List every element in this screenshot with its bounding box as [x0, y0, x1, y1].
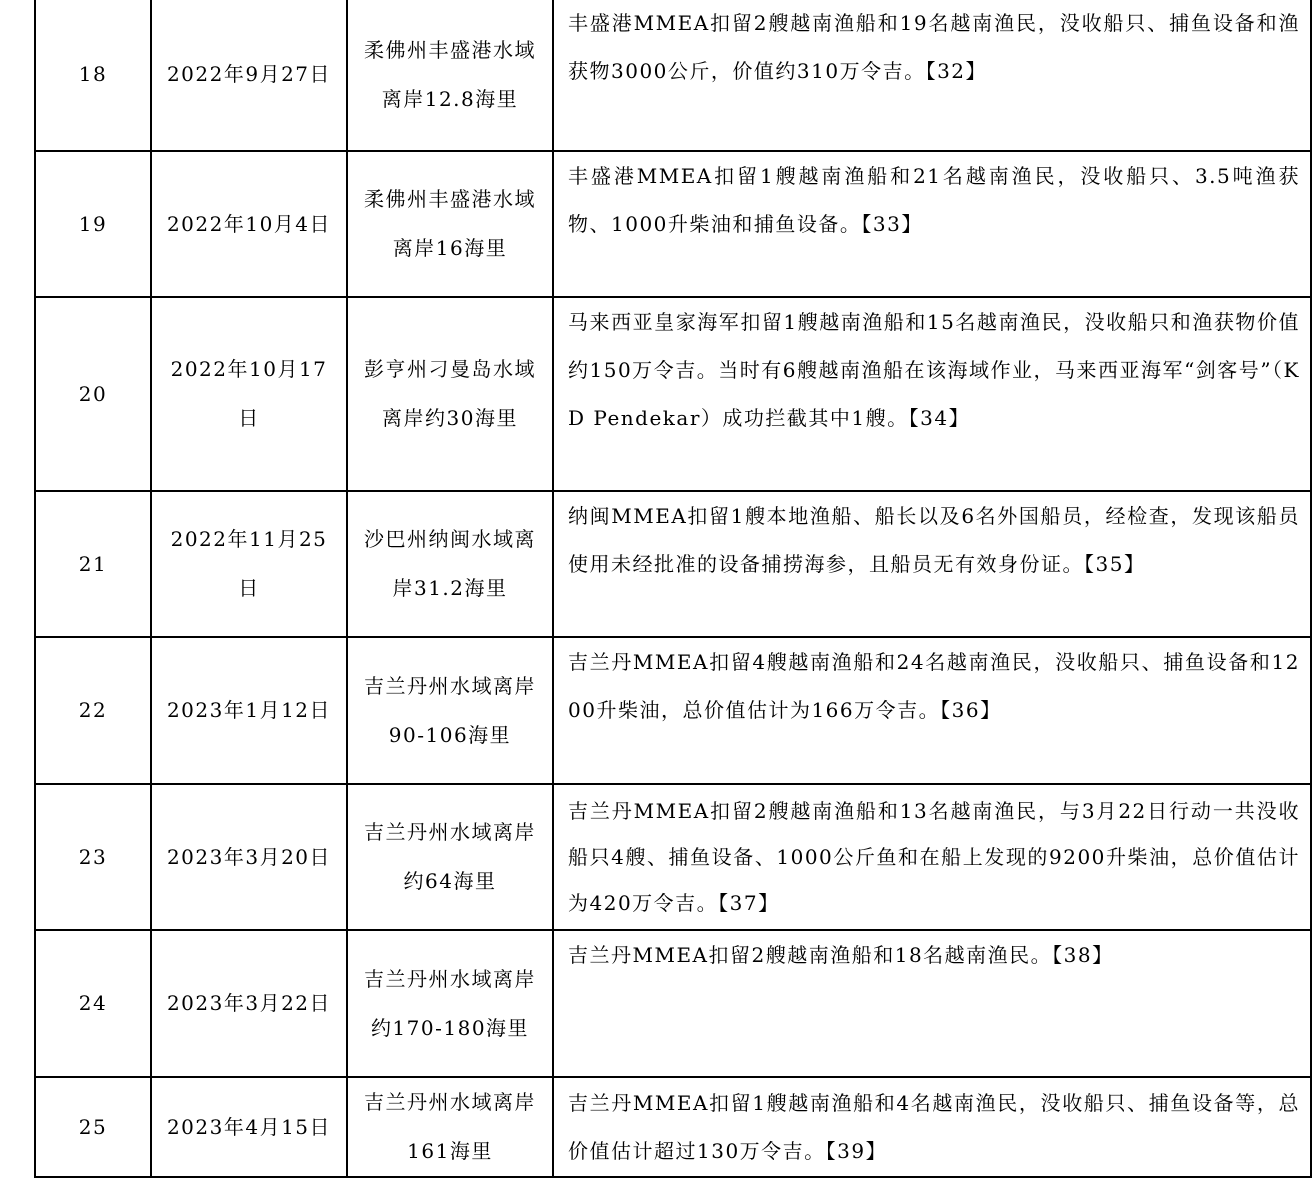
row-number: 19 — [35, 151, 151, 297]
date-cell: 2022年11月25日 — [151, 491, 347, 637]
location-cell: 柔佛州丰盛港水域离岸16海里 — [347, 151, 553, 297]
description-cell: 吉兰丹MMEA扣留2艘越南渔船和18名越南渔民。【38】 — [553, 930, 1311, 1077]
row-number: 21 — [35, 491, 151, 637]
location-cell: 沙巴州纳闽水域离岸31.2海里 — [347, 491, 553, 637]
date-cell: 2022年10月17日 — [151, 297, 347, 491]
row-number: 18 — [35, 0, 151, 151]
table-row — [35, 0, 1311, 151]
date-cell: 2023年3月20日 — [151, 784, 347, 930]
date-cell: 2023年4月15日 — [151, 1077, 347, 1177]
table-row — [35, 637, 1311, 784]
row-number: 25 — [35, 1077, 151, 1177]
row-number: 22 — [35, 637, 151, 784]
date-cell: 2022年9月27日 — [151, 0, 347, 151]
date-cell: 2022年10月4日 — [151, 151, 347, 297]
table-row — [35, 1077, 1311, 1177]
description-cell: 吉兰丹MMEA扣留4艘越南渔船和24名越南渔民，没收船只、捕鱼设备和1200升柴油，总价值估计为166万令吉。【36】 — [553, 637, 1311, 784]
description-cell: 丰盛港MMEA扣留1艘越南渔船和21名越南渔民，没收船只、3.5吨渔获物、1000升柴油和捕鱼设备。【33】 — [553, 151, 1311, 297]
location-cell: 吉兰丹州水域离岸约64海里 — [347, 784, 553, 930]
description-cell: 纳闽MMEA扣留1艘本地渔船、船长以及6名外国船员，经检查，发现该船员使用未经批准的设备捕捞海参，且船员无有效身份证。【35】 — [553, 491, 1311, 637]
location-cell: 吉兰丹州水域离岸161海里 — [347, 1077, 553, 1177]
description-cell: 吉兰丹MMEA扣留1艘越南渔船和4名越南渔民，没收船只、捕鱼设备等，总价值估计超过130万令吉。【39】 — [553, 1077, 1311, 1177]
row-number: 20 — [35, 297, 151, 491]
date-cell: 2023年3月22日 — [151, 930, 347, 1077]
row-number: 24 — [35, 930, 151, 1077]
description-cell: 丰盛港MMEA扣留2艘越南渔船和19名越南渔民，没收船只、捕鱼设备和渔获物3000公斤，价值约310万令吉。【32】 — [553, 0, 1311, 151]
location-cell: 吉兰丹州水域离岸90-106海里 — [347, 637, 553, 784]
description-cell: 马来西亚皇家海军扣留1艘越南渔船和15名越南渔民，没收船只和渔获物价值约150万令吉。当时有6艘越南渔船在该海域作业，马来西亚海军“剑客号”（KD Pendekar）成功拦截其中1艘。【34】 — [553, 297, 1311, 491]
location-cell: 彭亨州刁曼岛水域离岸约30海里 — [347, 297, 553, 491]
table-row — [35, 151, 1311, 297]
table-row — [35, 491, 1311, 637]
row-number: 23 — [35, 784, 151, 930]
table-row — [35, 930, 1311, 1077]
table-row — [35, 297, 1311, 491]
table-row — [35, 784, 1311, 930]
description-cell: 吉兰丹MMEA扣留2艘越南渔船和13名越南渔民，与3月22日行动一共没收船只4艘、捕鱼设备、1000公斤鱼和在船上发现的9200升柴油，总价值估计为420万令吉。【37】 — [553, 784, 1311, 930]
location-cell: 柔佛州丰盛港水域离岸12.8海里 — [347, 0, 553, 151]
location-cell: 吉兰丹州水域离岸约170-180海里 — [347, 930, 553, 1077]
date-cell: 2023年1月12日 — [151, 637, 347, 784]
incident-table — [34, 0, 1312, 1178]
